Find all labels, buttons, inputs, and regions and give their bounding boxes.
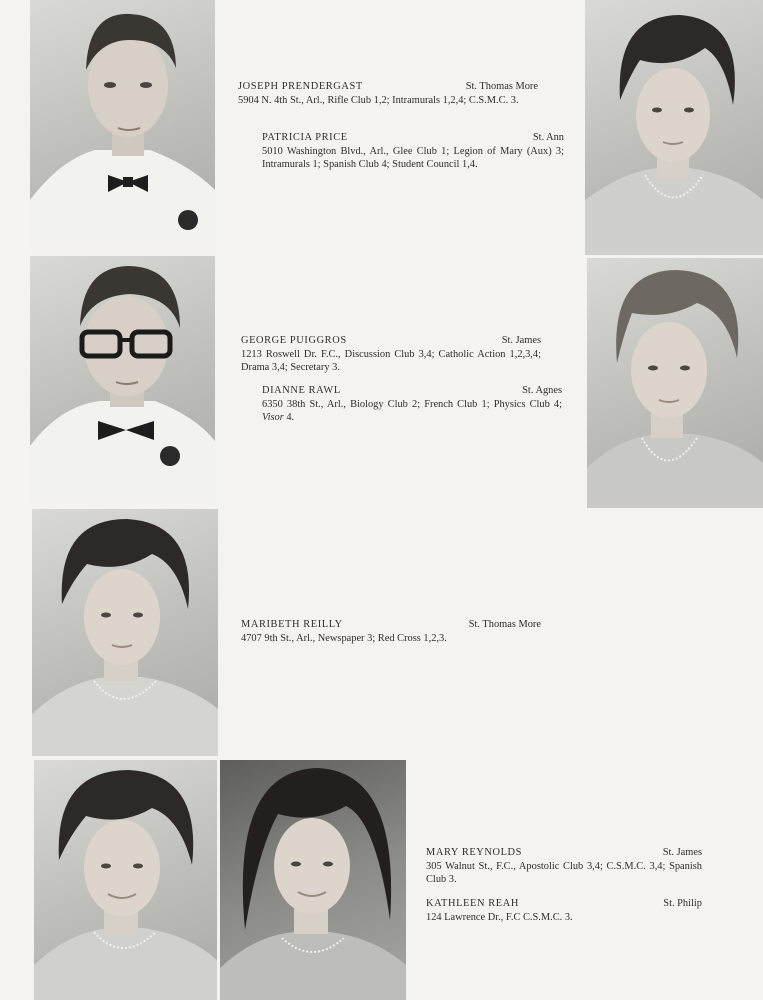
student-details: 4707 9th St., Arl., Newspaper 3; Red Cross 1,2,3.	[241, 632, 447, 644]
portrait-maribeth-reilly	[32, 509, 218, 756]
student-entry	[426, 897, 702, 924]
student-entry	[262, 131, 564, 172]
student-name: JOSEPH PRENDERGAST	[238, 81, 363, 92]
student-parish: St. James	[662, 847, 702, 858]
student-parish: St. Thomas More	[465, 81, 538, 92]
portrait-joseph-prendergast	[30, 0, 215, 252]
student-parish: St. Thomas More	[468, 619, 541, 630]
student-details	[262, 398, 562, 425]
student-details: 124 Lawrence Dr., F.C C.S.M.C. 3.	[426, 911, 573, 923]
student-name: DIANNE RAWL	[262, 385, 341, 396]
portrait-mary-reynolds	[34, 760, 217, 1000]
student-parish: St. James	[501, 335, 541, 346]
student-name: KATHLEEN REAH	[426, 898, 519, 909]
student-name: GEORGE PUIGGROS	[241, 335, 347, 346]
portrait-patricia-price	[585, 0, 763, 255]
student-details: 305 Walnut St., F.C., Apostolic Club 3,4; C.S.M.C. 3,4; Spanish Club 3.	[426, 860, 702, 885]
student-parish: St. Agnes	[522, 385, 562, 396]
student-details: 1213 Roswell Dr. F.C., Discussion Club 3,4; Catholic Action 1,2,3,4; Drama 3,4; Secretary 3.	[241, 348, 541, 373]
student-details: 5904 N. 4th St., Arl., Rifle Club 1,2; Intramurals 1,2,4; C.S.M.C. 3.	[238, 94, 519, 106]
student-entry	[262, 384, 562, 425]
student-parish: St. Philip	[663, 898, 702, 909]
student-entry	[238, 80, 538, 107]
details-italic-text: Visor	[262, 412, 284, 423]
student-name: MARIBETH REILLY	[241, 619, 343, 630]
student-entry	[426, 846, 702, 887]
student-entry	[241, 618, 541, 645]
student-entry	[241, 334, 541, 375]
student-parish: St. Ann	[532, 132, 564, 143]
student-details: 5010 Washington Blvd., Arl., Glee Club 1; Legion of Mary (Aux) 3; Intramurals 1; Spanish Club 4; Student Council 1,4.	[262, 145, 564, 170]
portrait-dianne-rawl	[587, 258, 763, 508]
portrait-kathleen-reah	[220, 760, 406, 1000]
details-text: 6350 38th St., Arl., Biology Club 2; French Club 1; Physics Club 4;	[262, 398, 562, 410]
portrait-george-puiggros	[30, 256, 215, 504]
student-name: MARY REYNOLDS	[426, 847, 523, 858]
details-text-end: 4.	[283, 412, 295, 423]
student-name: PATRICIA PRICE	[262, 132, 348, 143]
